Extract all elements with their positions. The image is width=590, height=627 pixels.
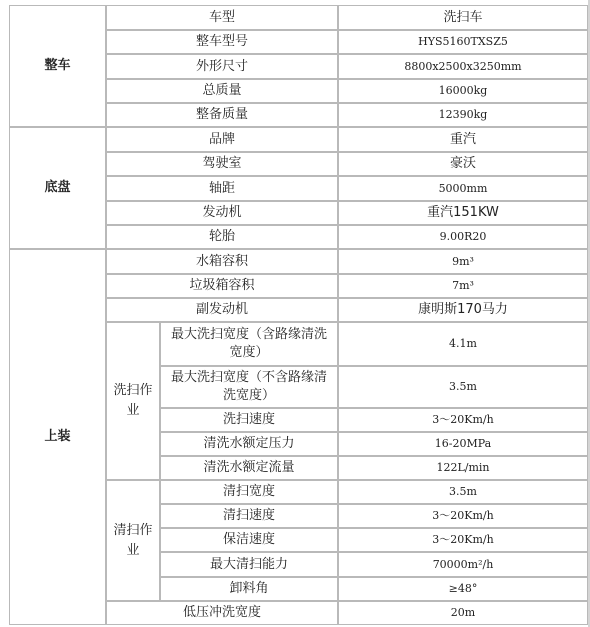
row-value <box>338 366 588 408</box>
value-text: 3.5m <box>449 380 477 393</box>
row-label <box>160 480 338 504</box>
label-text: 驾驶室 <box>202 156 242 171</box>
row-label <box>160 577 338 601</box>
group-vehicle-label: 整车 <box>44 58 71 73</box>
label-text: 清扫速度 <box>222 508 275 523</box>
row-value <box>338 504 588 528</box>
label-text: 清扫宽度 <box>222 484 275 499</box>
row-label <box>160 366 338 408</box>
label-text: 垃圾箱容积 <box>189 278 255 293</box>
row-label <box>106 249 338 274</box>
label-text: 最大洗扫宽度（含路缘清洗宽度） <box>170 327 327 360</box>
value-text: 7m³ <box>452 279 474 292</box>
row-value <box>338 298 588 322</box>
value-text: 5000mm <box>438 181 488 195</box>
row-value <box>338 201 588 225</box>
label-text: 水箱容积 <box>195 253 248 269</box>
label-text: 洗扫速度 <box>222 412 275 427</box>
value-text: 70000m²/h <box>432 557 494 571</box>
value-text: 洗扫车 <box>443 9 483 25</box>
row-label <box>106 79 338 103</box>
subgroup-sweeping <box>106 480 160 601</box>
group-upper-label: 上装 <box>44 429 71 444</box>
group-chassis-label: 底盘 <box>44 180 71 195</box>
row-label <box>160 528 338 552</box>
row-label <box>160 322 338 366</box>
value-text: 8800x2500x3250mm <box>404 59 522 73</box>
row-value <box>338 127 588 152</box>
label-text: 卸料角 <box>229 581 269 596</box>
value-text: 3～20Km/h <box>432 509 494 522</box>
label-text: 总质量 <box>202 83 242 98</box>
label-text: 保洁速度 <box>222 532 275 547</box>
row-label <box>160 504 338 528</box>
row-label <box>106 225 338 249</box>
value-text: 9.00R20 <box>439 230 487 243</box>
row-label <box>106 601 338 625</box>
label-text: 低压冲洗宽度 <box>182 605 261 620</box>
row-value <box>338 103 588 127</box>
label-text: 最大清扫能力 <box>209 556 288 572</box>
row-label <box>106 176 338 201</box>
subgroup-washing <box>106 322 160 480</box>
label-text: 轴距 <box>208 180 235 196</box>
row-value <box>338 322 588 366</box>
row-label <box>106 54 338 79</box>
row-label <box>106 103 338 127</box>
value-text: 16-20MPa <box>434 437 492 450</box>
row-value <box>338 225 588 249</box>
row-value <box>338 528 588 552</box>
label-text: 副发动机 <box>195 302 248 317</box>
row-label <box>160 432 338 456</box>
row-label <box>160 456 338 480</box>
value-text: 3.5m <box>449 485 477 498</box>
label-text: 外形尺寸 <box>195 58 248 74</box>
group-vehicle <box>9 5 106 127</box>
label-text: 整备质量 <box>195 107 248 122</box>
value-text: 4.1m <box>449 337 477 350</box>
row-label <box>106 152 338 176</box>
row-label <box>106 127 338 152</box>
group-upper <box>9 249 106 625</box>
value-text: 康明斯170马力 <box>418 302 508 317</box>
row-value <box>338 79 588 103</box>
value-text: 16000kg <box>438 84 488 97</box>
value-text: 3～20Km/h <box>432 533 494 546</box>
value-text: 122L/min <box>436 461 490 474</box>
value-text: 豪沃 <box>449 156 476 171</box>
value-text: 12390kg <box>438 108 488 121</box>
value-text: 20m <box>450 606 476 619</box>
label-text: 清洗水额定压力 <box>203 436 295 451</box>
row-label <box>160 552 338 577</box>
row-value <box>338 408 588 432</box>
value-text: 重汽151KW <box>427 205 499 220</box>
value-text: 9m³ <box>452 254 474 268</box>
label-text: 整车型号 <box>195 34 248 49</box>
row-label <box>160 408 338 432</box>
row-value <box>338 601 588 625</box>
row-label <box>106 5 338 30</box>
row-value <box>338 577 588 601</box>
label-text: 清洗水额定流量 <box>203 460 295 475</box>
row-label <box>106 274 338 298</box>
row-label <box>106 298 338 322</box>
subgroup-sweeping-label: 清扫作业 <box>113 522 153 558</box>
row-value <box>338 432 588 456</box>
row-value <box>338 176 588 201</box>
label-text: 发动机 <box>202 205 242 220</box>
row-label <box>106 30 338 54</box>
row-value <box>338 54 588 79</box>
label-text: 轮胎 <box>208 229 235 244</box>
label-text: 最大洗扫宽度（不含路缘清洗宽度） <box>170 370 327 403</box>
value-text: 重汽 <box>449 131 476 147</box>
label-text: 品牌 <box>208 131 235 147</box>
row-label <box>106 201 338 225</box>
row-value <box>338 249 588 274</box>
label-text: 车型 <box>208 9 235 25</box>
row-value <box>338 30 588 54</box>
row-value <box>338 5 588 30</box>
value-text: HYS5160TXSZ5 <box>418 35 508 48</box>
row-value <box>338 274 588 298</box>
subgroup-washing-label: 洗扫作业 <box>113 383 153 418</box>
row-value <box>338 152 588 176</box>
value-text: 3～20Km/h <box>432 413 494 426</box>
group-chassis <box>9 127 106 249</box>
row-value <box>338 480 588 504</box>
row-value <box>338 456 588 480</box>
value-text: ≥48° <box>448 582 478 595</box>
row-value <box>338 552 588 577</box>
